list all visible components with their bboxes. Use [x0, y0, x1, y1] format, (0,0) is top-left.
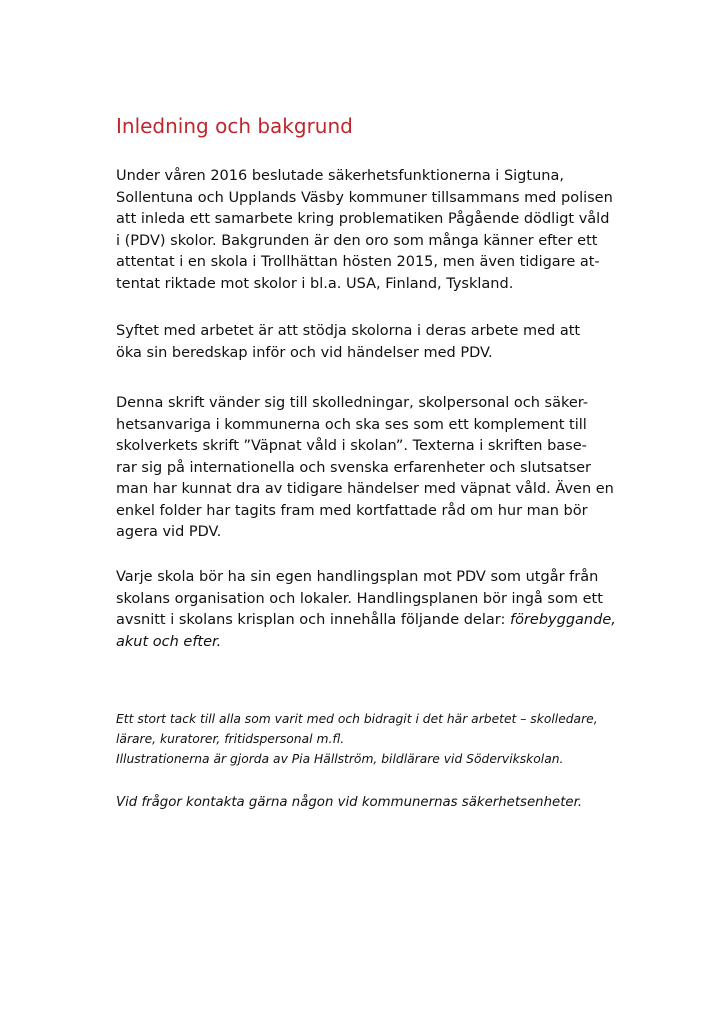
- contact-note: Vid frågor kontakta gärna någon vid kommunernas säkerhetsenheter.: [116, 795, 583, 810]
- intro-paragraph-background: [116, 166, 613, 295]
- text-line: skolans organisation och lokaler. Handlingsplanen bör ingå som ett: [116, 590, 603, 607]
- text-line: i (PDV) skolor. Bakgrunden är den oro som många känner efter ett: [116, 232, 598, 249]
- audience-paragraph: [116, 393, 614, 544]
- text-line: Denna skrift vänder sig till skolledningar, skolpersonal och säker-: [116, 395, 589, 411]
- text-line: agera vid PDV.: [116, 524, 222, 540]
- section-heading: Inledning och bakgrund: [116, 114, 353, 138]
- text-line: Syftet med arbetet är att stödja skolorna i deras arbete med att: [116, 323, 581, 339]
- text-span: avsnitt i skolans krisplan och innehålla följande delar:: [116, 612, 510, 628]
- text-line: man har kunnat dra av tidigare händelser med väpnat våld. Även en: [116, 481, 614, 497]
- text-line: attentat i en skola i Trollhättan hösten 2015, men även tidigare at-: [116, 254, 600, 270]
- text-line: Under våren 2016 beslutade säkerhetsfunktionerna i Sigtuna,: [116, 168, 564, 184]
- text-line: att inleda ett samarbete kring problematiken Pågående dödligt våld: [116, 211, 610, 227]
- text-line: Ett stort tack till alla som varit med och bidragit i det här arbetet – skolledare,: [116, 712, 598, 726]
- text-line: hetsanvariga i kommunerna och ska ses som ett komplement till: [116, 416, 587, 433]
- text-line: lärare, kuratorer, fritidspersonal m.fl.: [116, 732, 345, 746]
- text-line: tentat riktade mot skolor i bl.a. USA, Finland, Tyskland.: [116, 275, 514, 292]
- text-line: enkel folder har tagits fram med kortfattade råd om hur man bör: [116, 502, 588, 519]
- text-line: rar sig på internationella och svenska erfarenheter och slutsatser: [116, 459, 592, 476]
- emphasis-text: förebyggande,: [509, 612, 616, 628]
- text-line: Illustrationerna är gjorda av Pia Hällström, bildlärare vid Södervikskolan.: [116, 752, 564, 766]
- text-line-mixed: [116, 610, 616, 632]
- text-line: öka sin beredskap inför och vid händelser med PDV.: [116, 344, 493, 361]
- text-line: skolverkets skrift ”Väpnat våld i skolan”. Texterna i skriften base-: [116, 438, 587, 454]
- text-line: Sollentuna och Upplands Väsby kommuner tillsammans med polisen: [116, 189, 613, 206]
- text-line: Varje skola bör ha sin egen handlingsplan mot PDV som utgår från: [116, 569, 599, 585]
- acknowledgement-note: [116, 709, 598, 769]
- action-plan-paragraph: [116, 567, 616, 653]
- purpose-paragraph: [116, 321, 580, 364]
- emphasis-text: akut och efter.: [116, 633, 222, 650]
